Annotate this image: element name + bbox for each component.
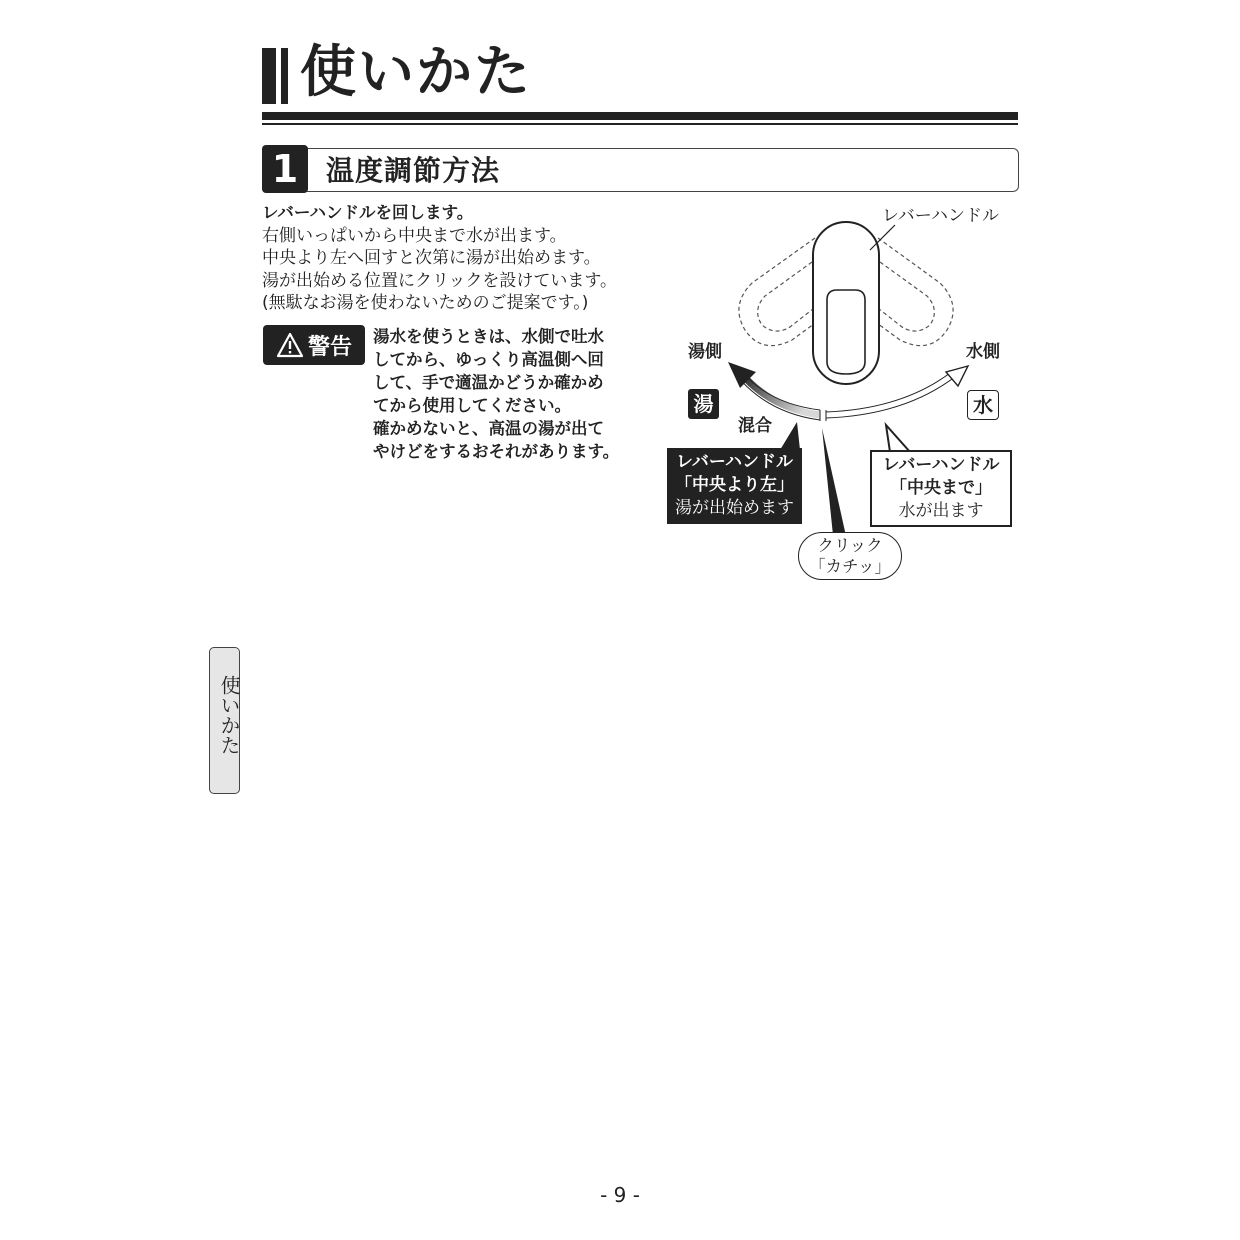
warning-label: 警告 bbox=[307, 334, 352, 360]
hot-side-label: 湯側 bbox=[688, 342, 722, 362]
click-bubble bbox=[798, 532, 902, 580]
hot-callout-line1: レバーハンドル bbox=[676, 452, 793, 472]
warning-line: やけどをするおそれがあります。 bbox=[373, 442, 620, 461]
warning-line: 確かめないと、高温の湯が出て bbox=[373, 419, 604, 438]
warning-line: てから使用してください。 bbox=[373, 396, 571, 415]
cold-side-label: 水側 bbox=[966, 342, 1000, 362]
section-title: 温度調節方法 bbox=[326, 154, 501, 187]
cold-callout-line1: レバーハンドル bbox=[882, 455, 1000, 475]
instruction-lead: レバーハンドルを回します。 bbox=[262, 203, 474, 222]
instruction-line: 右側いっぱいから中央まで水が出ます。 bbox=[262, 225, 567, 246]
click-bubble-line2: 「カチッ」 bbox=[808, 557, 891, 576]
cold-callout-line3: 水が出ます bbox=[898, 501, 984, 521]
lever-ghost-right bbox=[870, 238, 953, 346]
hot-callout-line3: 湯が出始めます bbox=[675, 498, 794, 518]
hot-callout-line2: 「中央より左」 bbox=[675, 475, 794, 495]
hot-box-pointer bbox=[780, 422, 800, 450]
side-index-tab-label: 使いかた bbox=[217, 675, 241, 755]
page-number: - 9 - bbox=[600, 1183, 640, 1207]
lever-label: レバーハンドル bbox=[882, 206, 999, 226]
instruction-line: (無駄なお湯を使わないためのご提案です。) bbox=[262, 293, 589, 313]
cold-callout-line2: 「中央まで」 bbox=[890, 478, 992, 498]
cold-arrow-head bbox=[946, 366, 968, 386]
lever-handle bbox=[813, 222, 879, 384]
warning-line: してから、ゆっくり高温側へ回 bbox=[373, 350, 604, 369]
cold-box-pointer bbox=[886, 425, 910, 452]
lever-ghost-left bbox=[739, 238, 822, 346]
instruction-line: 中央より左へ回すと次第に湯が出始めます。 bbox=[262, 248, 601, 268]
mix-label: 混合 bbox=[738, 416, 772, 436]
warning-line: して、手で適温かどうか確かめ bbox=[373, 373, 604, 392]
cold-callout bbox=[870, 450, 1012, 527]
section-number: 1 bbox=[262, 145, 308, 193]
instruction-line: 湯が出始める位置にクリックを設けています。 bbox=[262, 270, 617, 291]
page-title: 使いかた bbox=[300, 40, 532, 105]
click-pointer bbox=[822, 428, 848, 545]
warning-line: 湯水を使うときは、水側で吐水 bbox=[373, 327, 604, 346]
click-bubble-line1: クリック bbox=[817, 536, 883, 555]
hot-callout bbox=[667, 448, 802, 524]
cold-tag: 水 bbox=[967, 390, 999, 420]
hot-tag: 湯 bbox=[688, 389, 719, 419]
